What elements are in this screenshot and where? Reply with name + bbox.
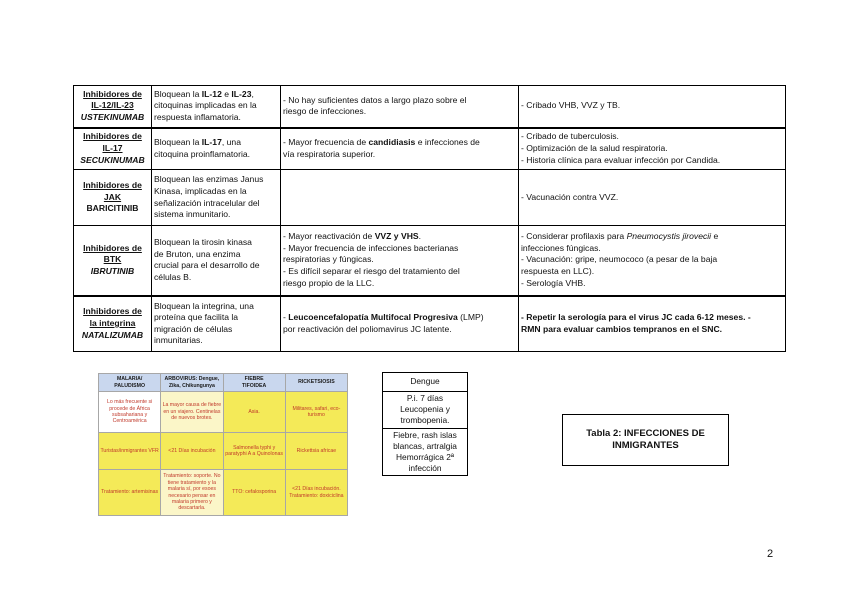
mechanism-cell: [152, 226, 281, 296]
dengue-line: P.i. 7 días: [406, 393, 444, 403]
header-typhoid: FIEBRE TIFOIDEA: [223, 374, 285, 392]
mechanism-line: Bloquean la tirosin kinasa: [154, 237, 252, 248]
caption-line: INMIGRANTES: [612, 440, 679, 451]
table-row: [99, 470, 348, 516]
dengue-body: [383, 392, 468, 429]
drug-class-line: IL-12/IL-23: [91, 100, 134, 111]
management-line: RMN para evaluar cambios tempranos en el SNC.: [521, 323, 723, 334]
mechanism-line: células B.: [154, 271, 192, 282]
header-rickettsiosis: RICKETSIOSIS: [285, 374, 347, 392]
mechanism-line: Kinasa, implicadas en la: [154, 185, 247, 196]
table-row: [74, 128, 786, 170]
table-cell: Tratamiento: artemisinas: [99, 470, 161, 516]
drug-class-line: JAK: [103, 191, 122, 202]
table-cell: Asia.: [223, 392, 285, 433]
management-line: - Historia clínica para evaluar infección por Candida.: [521, 154, 721, 165]
immunosuppressant-infection-table: [73, 85, 786, 352]
management-line: - Considerar profilaxis para Pneumocystis jirovecii e: [521, 231, 719, 242]
dengue-line: blancas, artralgia: [393, 440, 457, 451]
mechanism-line: citoquina proinflamatoria.: [154, 148, 251, 159]
table-cell: Salmonella typhi y paratyphi A a Quinolonas: [223, 433, 285, 470]
table-cell: <21 Días incubación. Tratamiento: doxiciclina: [285, 470, 347, 516]
drug-class-cell: [74, 86, 152, 128]
risk-line: riesgo de infecciones.: [283, 106, 367, 117]
table-cell: <21 Días incubación: [161, 433, 223, 470]
management-line: infecciones fúngicas.: [521, 242, 601, 253]
mechanism-line: migración de células: [154, 323, 233, 334]
management-line: respuesta en LLC).: [521, 266, 595, 277]
mechanism-line: respuesta inflamatoria.: [154, 112, 241, 123]
table-row: [74, 296, 786, 352]
dengue-body: [383, 428, 468, 476]
drug-name: IBRUTINIB: [90, 266, 135, 277]
drug-name: USTEKINUMAB: [80, 112, 145, 123]
table-row: [99, 392, 348, 433]
drug-name: SECUKINUMAB: [80, 154, 145, 165]
table-header-row: [99, 374, 348, 392]
dengue-line: Hemorrágica 2ª: [395, 452, 455, 463]
management-line: - Repetir la serología para el virus JC cada 6-12 meses. -: [521, 312, 751, 323]
risk-line: respiratorias y fúngicas.: [283, 254, 374, 265]
mechanism-cell: [152, 296, 281, 352]
drug-class-line: Inhibidores de: [83, 131, 142, 142]
table-cell: Turistas/inmigrantes VFR: [99, 433, 161, 470]
management-cell: [519, 226, 786, 296]
management-line: - Vacunación contra VVZ.: [521, 191, 619, 202]
table-cell: Rickettsia africae: [285, 433, 347, 470]
mechanism-cell: [152, 170, 281, 226]
risk-cell: [281, 128, 519, 170]
drug-class-line: la integrina: [89, 317, 136, 328]
management-line: - Cribado VHB, VVZ y TB.: [521, 100, 621, 111]
mechanism-line: proteína que facilita la: [154, 312, 239, 323]
risk-line: - Mayor frecuencia de candidiasis e infecciones de: [283, 137, 480, 148]
mechanism-line: de Bruton, una enzima: [154, 248, 241, 259]
drug-class-line: Inhibidores de: [83, 180, 142, 191]
drug-class-cell: [74, 296, 152, 352]
mechanism-line: inmunitarias.: [154, 335, 203, 346]
dengue-title: Dengue: [383, 373, 468, 392]
mechanism-line: Bloquean la integrina, una: [154, 300, 254, 311]
immigrant-infections-image-table: [98, 373, 348, 516]
mechanism-line: sistema inmunitario.: [154, 209, 231, 220]
mechanism-line: señalización intracelular del: [154, 197, 260, 208]
risk-cell: [281, 86, 519, 128]
mechanism-line: Bloquean la IL-17, una: [154, 137, 241, 148]
drug-class-line: Inhibidores de: [83, 88, 142, 99]
risk-line: - Leucoencefalopatía Multifocal Progresiva (LMP): [283, 312, 484, 323]
table-row: [99, 433, 348, 470]
management-line: - Serología VHB.: [521, 277, 586, 288]
table-caption-box: [562, 414, 729, 466]
dengue-line: infección: [408, 463, 442, 474]
risk-line: - Mayor reactivación de VVZ y VHS.: [283, 231, 422, 242]
table-cell: Militares, safari, eco-turismo: [285, 392, 347, 433]
table-cell: Tratamiento: soporte. No tiene tratamiento y la malaria sí, por esoes necesario pensar en malaria primero y descartarla.: [161, 470, 223, 516]
management-cell: [519, 170, 786, 226]
management-line: - Cribado de tuberculosis.: [521, 131, 619, 142]
risk-line: - Mayor frecuencia de infecciones bacterianas: [283, 242, 459, 253]
drug-class-cell: [74, 226, 152, 296]
mechanism-line: Bloquean la IL-12 e IL-23,: [154, 88, 254, 99]
mechanism-line: crucial para el desarrollo de: [154, 260, 260, 271]
drug-class-line: BTK: [103, 254, 122, 265]
drug-class-line: Inhibidores de: [83, 242, 142, 253]
drug-class-line: IL-17: [102, 142, 123, 153]
dengue-line: Fiebre, rash islas: [393, 429, 457, 440]
drug-name: NATALIZUMAB: [81, 329, 144, 340]
mechanism-line: citoquinas implicadas en la: [154, 100, 257, 111]
mechanism-cell: [152, 128, 281, 170]
drug-name: BARICITINIB: [86, 203, 139, 214]
table-cell: TTO: cefalosporina: [223, 470, 285, 516]
header-arbovirus: ARBOVIRUS: Dengue, Zika, Chikungunya: [161, 374, 223, 392]
dengue-line: Leucopenia y: [400, 404, 450, 415]
risk-line: vía respiratoria superior.: [283, 148, 376, 159]
drug-class-cell: [74, 170, 152, 226]
risk-line: - Es difícil separar el riesgo del tratamiento del: [283, 266, 460, 277]
drug-class-line: Inhibidores de: [83, 306, 142, 317]
risk-line: riesgo propio de la LLC.: [283, 277, 375, 288]
management-line: - Vacunación: gripe, neumococo (a pesar de la baja: [521, 254, 718, 265]
drug-class-cell: [74, 128, 152, 170]
table-row: [74, 226, 786, 296]
risk-line: por reactivación del poliomavirus JC latente.: [283, 323, 452, 334]
management-cell: [519, 296, 786, 352]
table-row: [74, 170, 786, 226]
risk-cell: [281, 170, 519, 226]
risk-cell: [281, 296, 519, 352]
table-cell: La mayor causa de fiebre en un viajero. Centinelas de nuevos brotes.: [161, 392, 223, 433]
risk-cell: [281, 226, 519, 296]
mechanism-line: Bloquean las enzimas Janus: [154, 174, 264, 185]
risk-line: - No hay suficientes datos a largo plazo sobre el: [283, 94, 467, 105]
table-row: [74, 86, 786, 128]
dengue-line: trombopenia.: [400, 415, 450, 426]
page-number: 2: [767, 548, 774, 560]
management-line: - Optimización de la salud respiratoria.: [521, 142, 668, 153]
dengue-box: [382, 372, 468, 476]
caption-line: Tabla 2: INFECCIONES DE: [586, 428, 705, 439]
header-malaria: MALARIA/ PALUDISMO: [99, 374, 161, 392]
mechanism-cell: [152, 86, 281, 128]
management-cell: [519, 86, 786, 128]
table-cell: Lo más frecuente si procede de África subsahariana y Centroamérica: [99, 392, 161, 433]
management-cell: [519, 128, 786, 170]
